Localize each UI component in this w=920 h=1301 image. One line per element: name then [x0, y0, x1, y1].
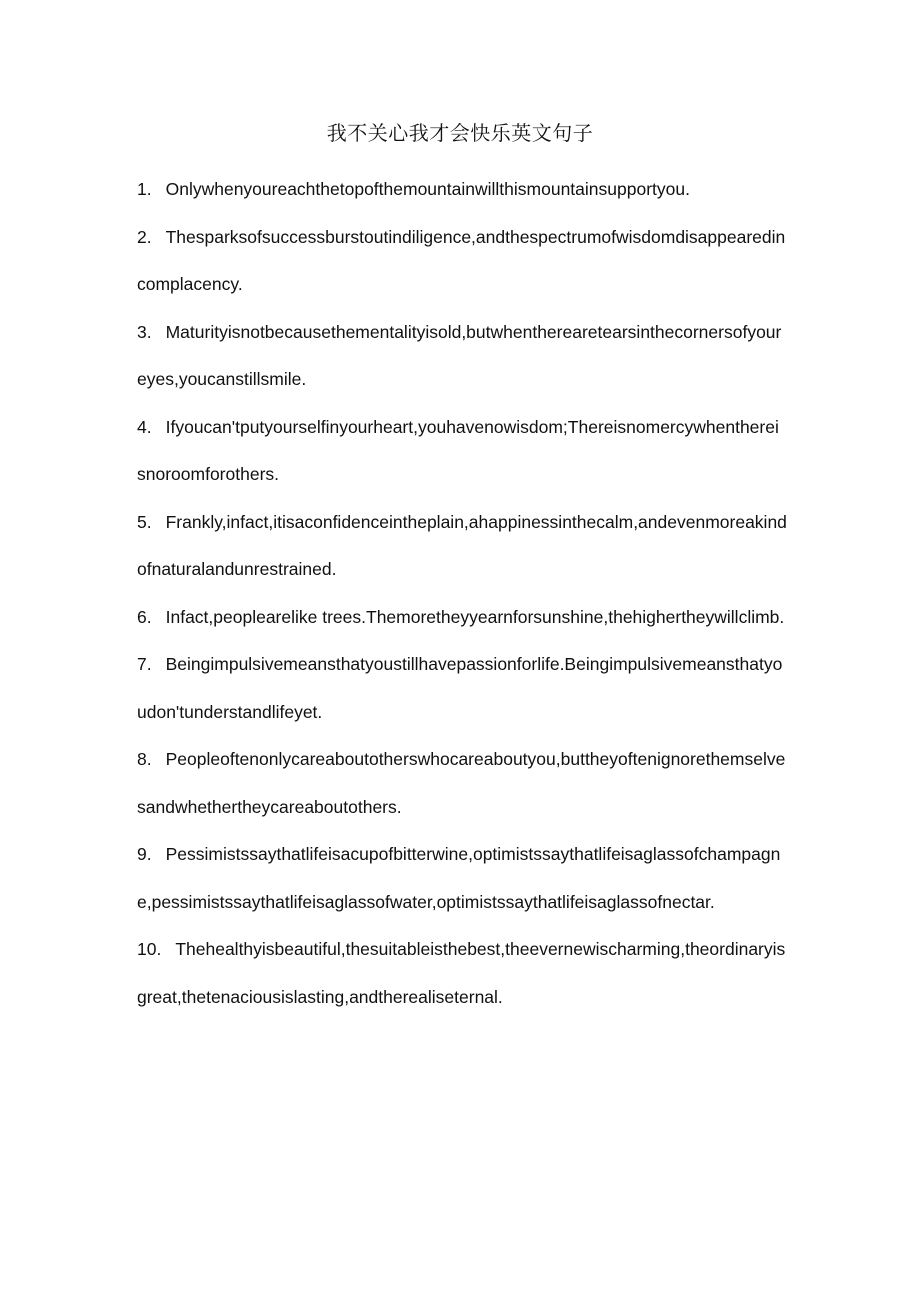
list-item [137, 214, 787, 309]
item-number: 5. [137, 511, 152, 532]
item-text: Pessimistssaythatlifeisacupofbitterwine,optimistssaythatlifeisaglassofchampagne,pessimistssaythatlifeisaglassofwater,optimistssaythatlifeisaglassofnectar. [137, 844, 781, 912]
page-title: 我不关心我才会快乐英文句子 [326, 121, 594, 145]
item-number: 4. [137, 416, 152, 437]
item-text: Ifyoucan'tputyourselfinyourheart,youhavenowisdom;Thereisnomercywhenthereisnoroomforothers. [137, 416, 779, 484]
item-text: Peopleoftenonlycareaboutotherswhocareaboutyou,buttheyoftenignorethemselvesandwhethertheycareaboutothers. [137, 749, 786, 817]
list-item [137, 166, 787, 214]
item-text: Frankly,infact,itisaconfidenceintheplain,ahappinessinthecalm,andevenmoreakindofnaturalandunrestrained. [137, 511, 787, 579]
item-text: Maturityisnotbecausethementalityisold,butwhentherearetearsinthecornersofyoureyes,youcanstillsmile. [137, 321, 782, 389]
list-item [137, 641, 787, 736]
item-number: 7. [137, 654, 152, 674]
item-number: 1. [137, 179, 152, 199]
list-item [137, 736, 787, 831]
list-item [137, 594, 787, 642]
item-text: Infact,peoplearelike trees.Themoretheyyearnforsunshine,thehighertheywillclimb. [165, 606, 785, 627]
item-number: 6. [137, 606, 152, 627]
list-item [137, 831, 787, 926]
item-text: Beingimpulsivemeansthatyoustillhavepassionforlife.Beingimpulsivemeansthatyoudon'tunderstandlifeyet. [137, 654, 783, 722]
item-number: 2. [137, 226, 152, 247]
item-text: Thesparksofsuccessburstoutindiligence,andthespectrumofwisdomdisappearedincomplacency. [137, 226, 786, 294]
list-item [137, 404, 787, 499]
list-item [137, 499, 787, 594]
quote-list [137, 166, 787, 1021]
list-item [137, 926, 787, 1021]
item-number: 10. [137, 939, 162, 959]
item-number: 8. [137, 749, 152, 769]
item-text: Thehealthyisbeautiful,thesuitableisthebest,theevernewischarming,theordinaryisgreat,thetenaciousislasting,andtherealiseternal. [137, 939, 786, 1007]
item-number: 9. [137, 844, 152, 864]
item-number: 3. [137, 321, 152, 342]
item-text: Onlywhenyoureachthetopofthemountainwillthismountainsupportyou. [165, 179, 690, 199]
list-item [137, 309, 787, 404]
